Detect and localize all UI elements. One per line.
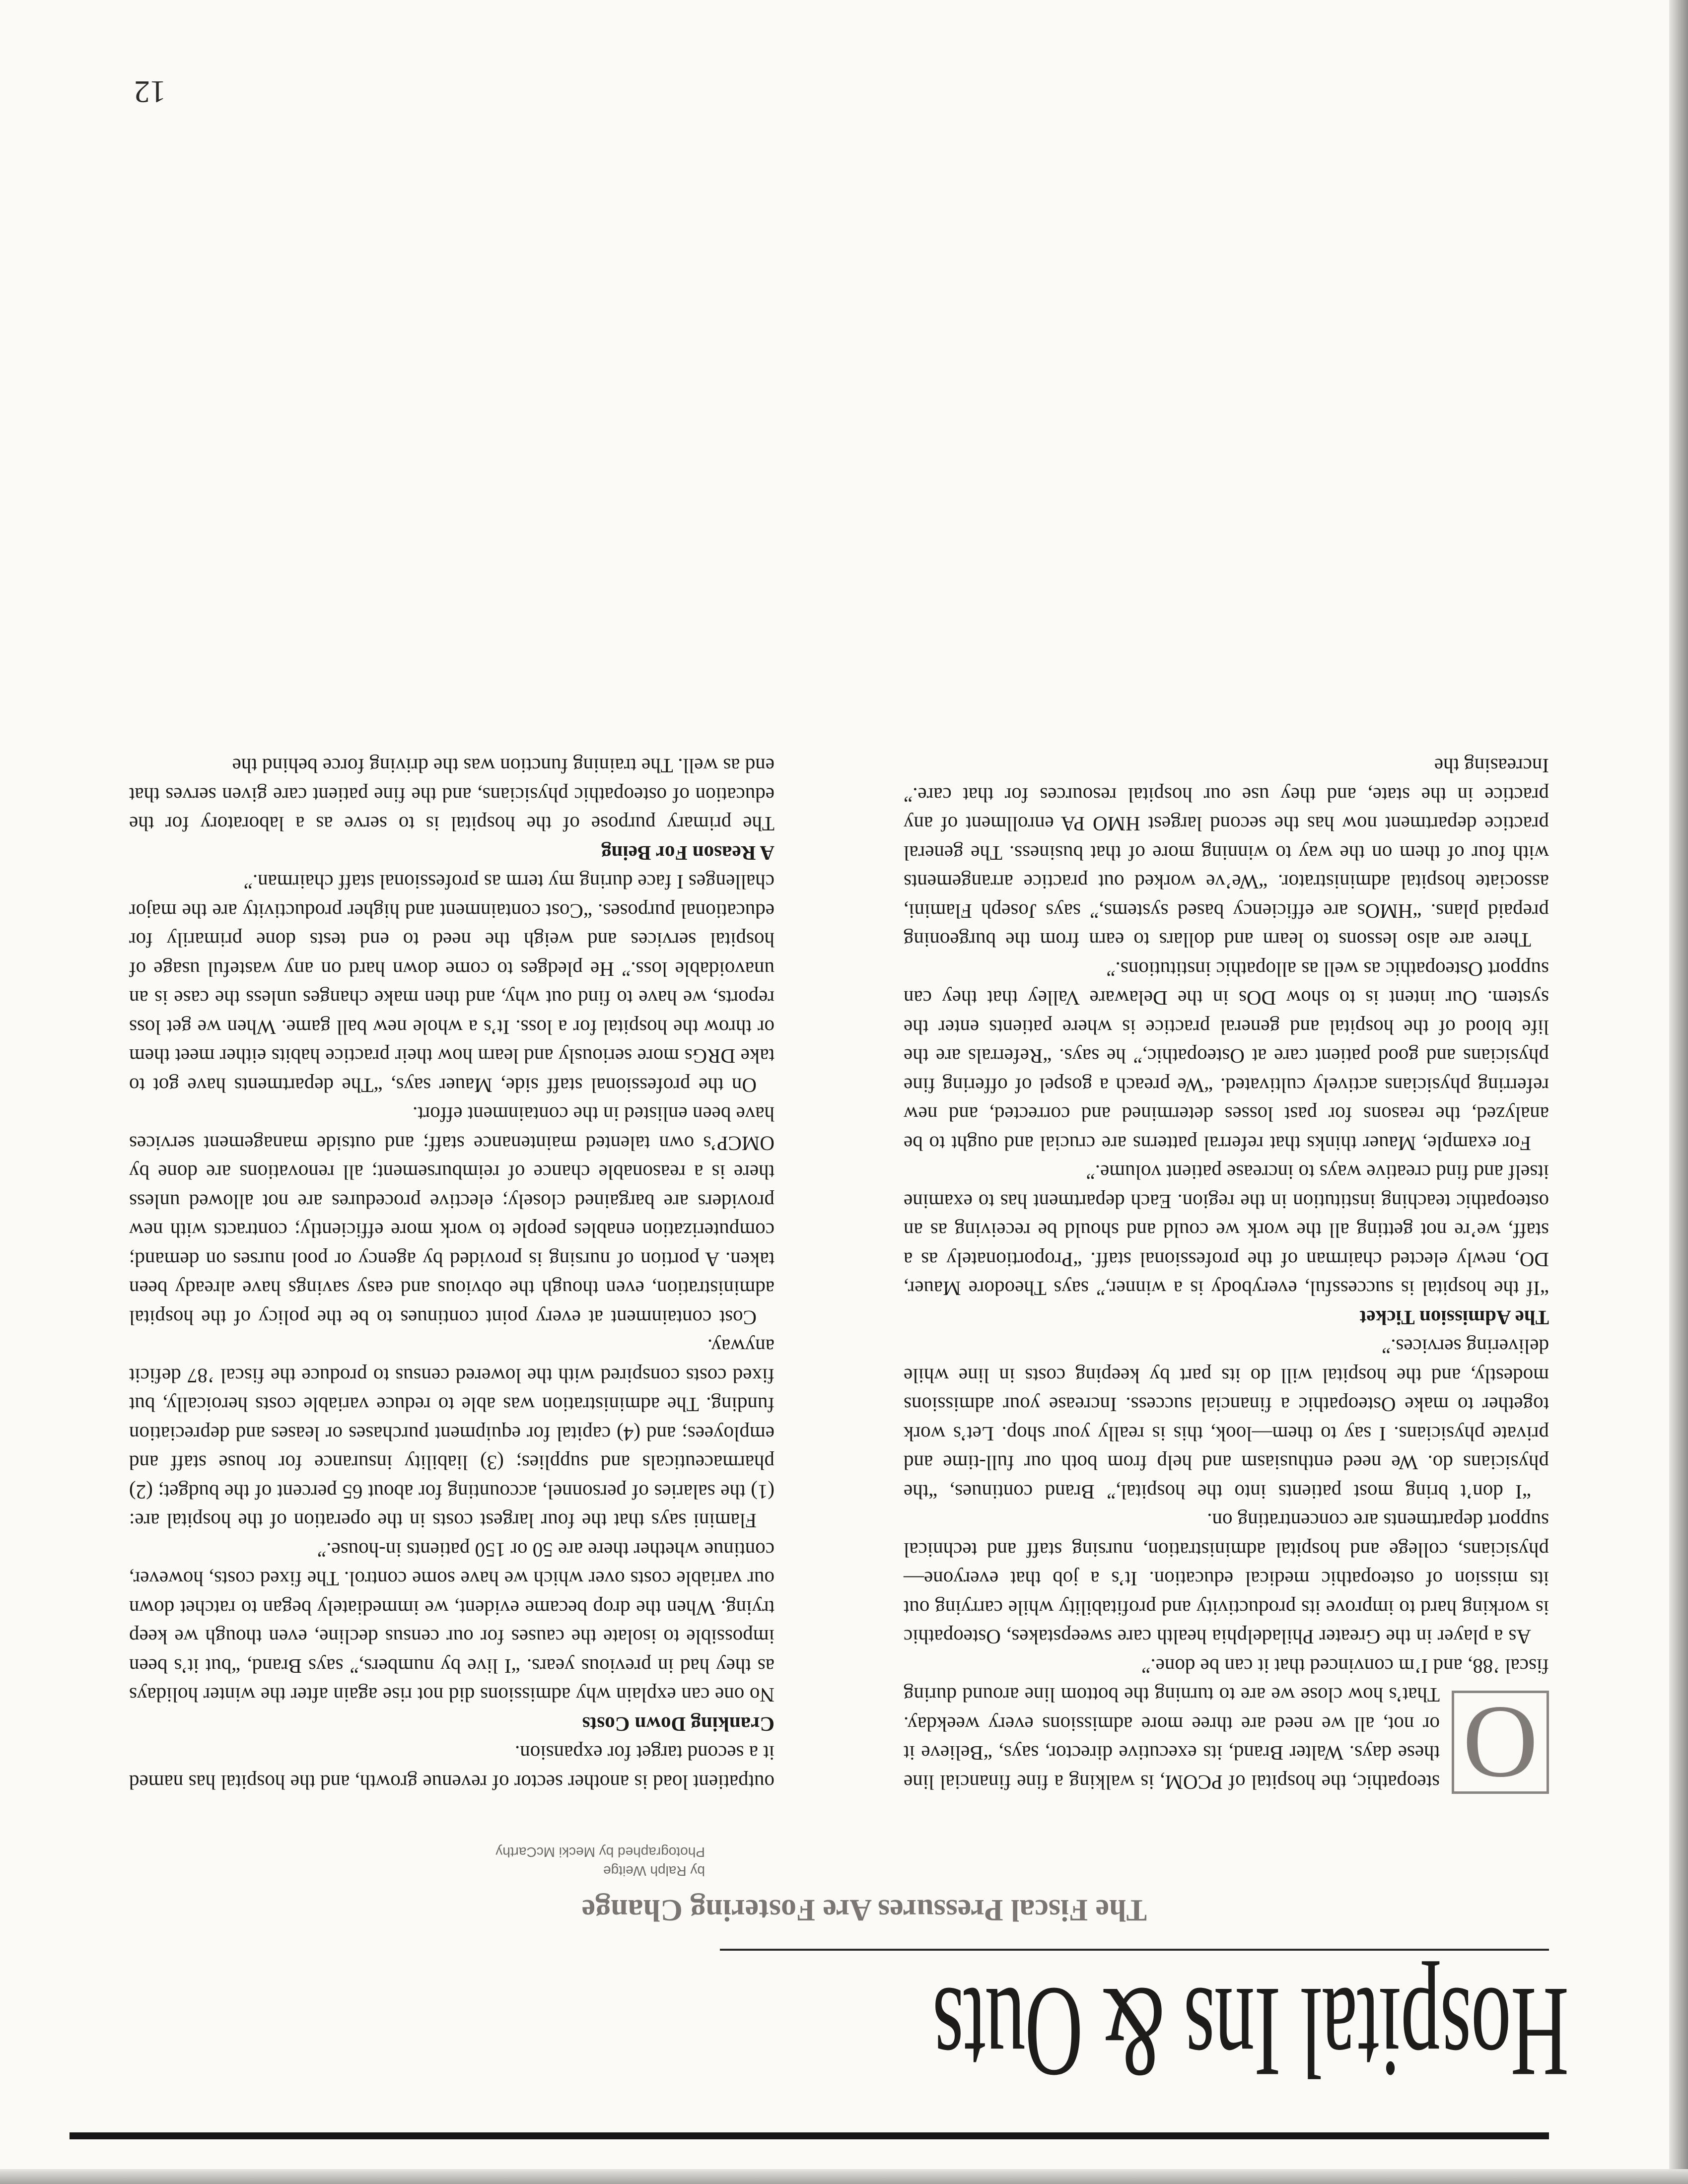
page-bottom-shadow (0, 2169, 1688, 2184)
paragraph: Flamini says that the four largest costs in the operation of the hospital are: (1) the salaries of personnel, accounting for about 65 percent of the budget; (2) pharmaceuticals and supplies; (3) liability insurance for house staff and employees; and (4) capital for equipment purchases or leases and depreciation funding. The administration was able to reduce variable costs heroically, but fixed costs conspired with the lowered census to produce the fiscal ’87 deficit anyway. (129, 1335, 774, 1533)
byline-photo-credit: Photographed by Mecki McCarthy (495, 1844, 705, 1860)
top-rule (70, 2132, 1549, 2139)
paragraph: As a player in the Greater Philadelphia health care sweepstakes, Osteopathic is working hard to improve its productivity and profitability while carrying out its mission of osteopathic medical education. It’s a job that everyone—physicians, college and hospital administration, nursing staff and technical support departments are concentrating on. (904, 1509, 1549, 1649)
paragraph: “I don’t bring most patients into the hospital,” Brand continues, “the physicians do. We need enthusiasm and help from both our full-time and private physicians. I say to them—look, this is really your shop. Let’s work together to make Osteopathic a financial success. Increase your admissions modestly, and the hospital will do its part by keeping costs in line while delivering services.” (904, 1335, 1549, 1503)
paragraph: For example, Mauer thinks that referral patterns are crucial and ought to be analyzed, the reasons for past losses determined and corrected, and new referring physicians actively cultivated. “We preach a gospel of offering fine physicians and good patient care at Osteopathic,” he says. “Referrals are the life blood of the hospital and general practice is where patients enter the system. Our intent is to show DOs in the Delaware Valley that they can support Osteopathic as well as allopathic institutions.” (904, 958, 1549, 1155)
paragraph: No one can explain why admissions did not rise again after the winter holidays as they had in previous years. “I live by numbers,” says Brand, “but it’s been impossible to isolate the causes for our census decline, even though we keep trying. When the drop became evident, we immediately began to ratchet down our variable costs over which we have some control. The fixed costs, however, continue whether there are 50 or 150 patients in-house.” (129, 1539, 774, 1707)
page-edge-shadow (1669, 0, 1688, 2184)
section-heading: Cranking Down Costs (582, 1713, 774, 1736)
article-subtitle: The Fiscal Pressures Are Fostering Change (581, 1893, 1147, 1927)
byline-author: by Ralph Weitge (603, 1863, 705, 1879)
paragraph: outpatient load is another sector of revenue growth, and the hospital has named it a second target for expansion. (129, 1742, 774, 1794)
paragraph: “If the hospital is successful, everybody is a winner,” says Theodore Mauer, DO, newly elected chairman of the professional staff. “Proportionately as a staff, we’re not getting all the work we could and should be receiving as an osteopathic teaching institution in the region. Each department has to examine itself and find creative ways to increase patient volume.” (904, 1161, 1549, 1300)
paragraph: There are also lessons to learn and dollars to earn from the burgeoning prepaid plans. “HMOs are efficiency based systems,” says Joseph Flamini, associate hospital administrator. “We’ve worked out practice arrangements with four of them on the way to winning more of that business. The general practice department now has the second largest HMO PA enrollment of any practice in the state, and they use our hospital resources for that care.” Increasing the (904, 754, 1549, 952)
section-heading: A Reason For Being (601, 842, 774, 865)
article-title: Hospital Ins & Outs (933, 1961, 1569, 2105)
article-column-1 (904, 751, 1549, 1800)
drop-cap: O (1452, 1691, 1549, 1794)
paragraph: steopathic, the hospital of PCOM, is walking a fine financial line these days. Walter Brand, its executive director, says, “Believe it or not, all we need are three more admissions every weekday. That’s how close we are to turning the bottom line around during fiscal ’88, and I’m convinced that it can be done.” (904, 1655, 1549, 1794)
paragraph: The primary purpose of the hospital is to serve as a laboratory for the education of osteopathic physicians, and the fine patient care given serves that end as well. The training function was the driving force behind the (129, 754, 774, 836)
article-column-2 (129, 751, 774, 1797)
title-underline (720, 1949, 1549, 1951)
paragraph: Cost containment at every point continues to be the policy of the hospital administration, even though the obvious and easy savings have already been taken. A portion of nursing is provided by agency or pool nurses on demand; computerization enables people to work more efficiently; contracts with new providers are bargained closely; elective procedures are not allowed unless there is a reasonable chance of reimbursement; all renovations are done by OMCP’s own talented maintenance staff; and outside management services have been enlisted in the containment effort. (129, 1103, 774, 1329)
paragraph: On the professional staff side, Mauer says, “The departments have got to take DRGs more seriously and learn how their practice habits either meet them or throw the hospital for a loss. It’s a whole new ball game. When we get loss reports, we have to find out why, and then make changes unless the case is an unavoidable loss.” He pledges to come down hard on any wasteful usage of hospital services and weigh the need to end tests done primarily for educational purposes. “Cost containment and higher productivity are the major challenges I face during my term as professional staff chairman.” (129, 871, 774, 1097)
byline (209, 1843, 705, 1880)
section-heading: The Admission Ticket (1359, 1306, 1549, 1329)
page-number: 12 (134, 74, 166, 110)
